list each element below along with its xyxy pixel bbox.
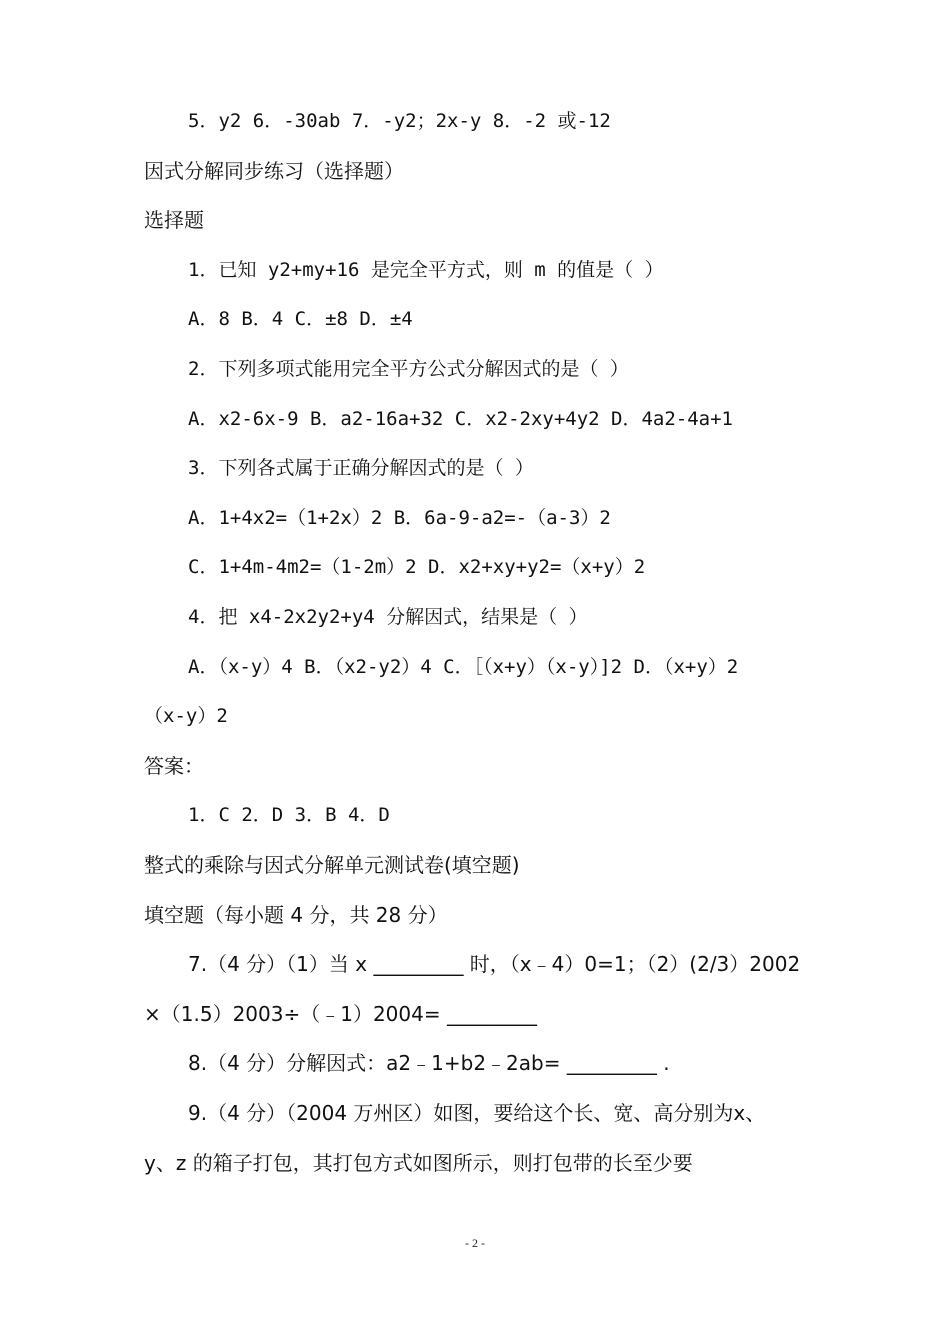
text-line: ×（1.5）2003÷（﹣1）2004= _________ — [144, 1002, 537, 1026]
text-line: 7.（4 分）（1）当 x _________ 时，（x﹣4）0=1；（2）(2/3）2002 — [188, 952, 801, 976]
text-line: 4．把 x4-2x2y2+y4 分解因式，结果是（ ） — [188, 606, 588, 628]
text-line: 2．下列多项式能用完全平方公式分解因式的是（ ） — [188, 358, 629, 380]
text-line: 答案： — [144, 754, 204, 778]
text-line: 1．已知 y2+my+16 是完全平方式，则 m 的值是（ ） — [188, 259, 664, 281]
text-line: 填空题（每小题 4 分，共 28 分） — [144, 903, 448, 927]
text-line: 选择题 — [144, 208, 204, 232]
text-line: 1．C 2．D 3．B 4．D — [188, 804, 390, 826]
text-line: （x-y）2 — [144, 705, 228, 727]
text-line: 3．下列各式属于正确分解因式的是（ ） — [188, 457, 534, 479]
text-line: C．1+4m-4m2=（1-2m）2 D．x2+xy+y2=（x+y）2 — [188, 556, 646, 578]
text-line: 8.（4 分）分解因式：a2﹣1+b2﹣2ab= _________ . — [188, 1051, 670, 1075]
text-line: y、z 的箱子打包，其打包方式如图所示，则打包带的长至少要 — [144, 1151, 693, 1175]
text-line: A．8 B．4 C．±8 D．±4 — [188, 308, 413, 330]
text-line: 整式的乘除与因式分解单元测试卷(填空题) — [144, 853, 520, 877]
text-line: A．1+4x2=（1+2x）2 B．6a-9-a2=-（a-3）2 — [188, 507, 611, 529]
page-number: - 2 - — [465, 1236, 485, 1250]
text-line: A．x2-6x-9 B．a2-16a+32 C．x2-2xy+4y2 D．4a2-4a+1 — [188, 408, 733, 430]
text-line: 5．y2 6．-30ab 7．-y2；2x-y 8．-2 或-12 — [188, 110, 611, 132]
text-line: A．（x-y）4 B．（x2-y2）4 C．［（x+y）（x-y）]2 D．（x+y）2 — [188, 656, 739, 678]
text-line: 9.（4 分）（2004 万州区）如图，要给这个长、宽、高分别为x、 — [188, 1101, 766, 1125]
text-line: 因式分解同步练习（选择题） — [144, 159, 404, 183]
